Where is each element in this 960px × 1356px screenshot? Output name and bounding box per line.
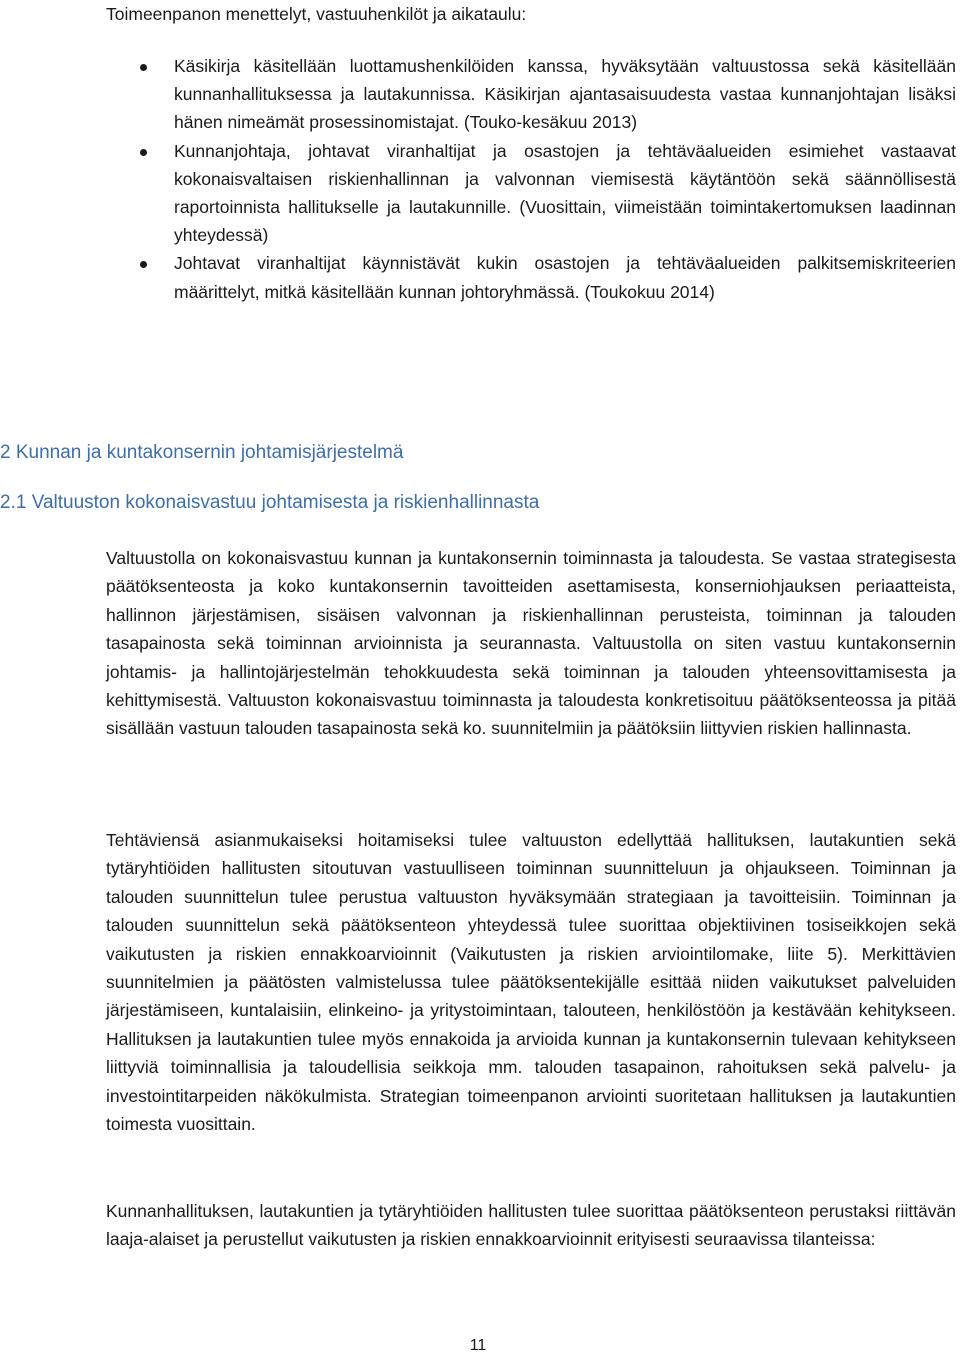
subsection-heading: 2.1 Valtuuston kokonaisvastuu johtamisesta ja riskienhallinnasta [0,492,540,513]
bullet-list [0,52,960,306]
section-heading: 2 Kunnan ja kuntakonsernin johtamisjärjestelmä [0,442,404,463]
bullet-text: Johtavat viranhaltijat käynnistävät kukin osastojen ja tehtäväalueiden palkitsemiskriteerien määrittelyt, mitkä käsitellään kunnan johtoryhmässä. (Toukokuu 2014) [174,253,956,302]
bullet-icon [140,261,147,268]
intro-line: Toimeenpanon menettelyt, vastuuhenkilöt ja aikataulu: [106,4,527,24]
bullet-text: Käsikirja käsitellään luottamushenkilöiden kanssa, hyväksytään valtuustossa sekä käsitellään kunnanhallituksessa ja lautakunnissa. Käsikirjan ajantasaisuudesta vastaa kunnanjohtajan lisäksi hänen nimeämät prosessinomistajat. (Touko-kesäkuu 2013) [174,56,956,133]
paragraph: Tehtäviensä asianmukaiseksi hoitamiseksi tulee valtuuston edellyttää hallituksen, lautakuntien sekä tytäryhtiöiden hallitusten sitoutuvan vastuulliseen toiminnan suunnitteluun ja ohjaukseen. Toiminnan ja talouden suunnittelun tulee perustua valtuuston hyväksymään strategiaan ja tavoitteisiin. Toiminnan ja talouden suunnittelun sekä päätöksenteon yhteydessä tulee suorittaa objektiivinen tosiseikkojen sekä vaikutusten ja riskien ennakkoarvioinnit (Vaikutusten ja riskien arviointilomake, liite 5). Merkittävien suunnitelmien ja päätösten valmistelussa tulee päätöksentekijälle esittää niiden vaikutukset palveluiden järjestämiseen, kuntalaisiin, elinkeino- ja yritystoimintaan, talouteen, henkilöstöön ja kestävään kehitykseen. Hallituksen ja lautakuntien tulee myös ennakoida ja arvioida kunnan ja kuntakonsernin tulevaan kehitykseen liittyviä toiminnallisia ja taloudellisia seikkoja mm. talouden tasapainon, rahoituksen sekä palvelu- ja investointitarpeiden näkökulmista. Strategian toimeenpanon arviointi suoritetaan hallituksen ja lautakuntien toimesta vuosittain. [106,830,956,1135]
bullet-item [174,249,956,305]
bullet-item [174,52,956,137]
page-number-text: 11 [469,1337,487,1354]
bullet-icon [140,64,147,71]
page-number [0,1337,960,1355]
bullet-icon [140,149,147,156]
paragraph: Valtuustolla on kokonaisvastuu kunnan ja kuntakonsernin toiminnasta ja taloudesta. Se vastaa strategisesta päätöksenteosta ja koko kuntakonsernin tavoitteiden asettamisesta, konserniohjauksen periaatteista, hallinnon järjestämisen, sisäisen valvonnan ja riskienhallinnan perusteista, toiminnan ja talouden tasapainosta sekä toiminnan arvioinnista ja seurannasta. Valtuustolla on siten vastuu kuntakonsernin johtamis- ja hallintojärjestelmän tehokkuudesta sekä toiminnan ja talouden yhteensovittamisesta ja kehittymisestä. Valtuuston kokonaisvastuu toiminnasta ja taloudesta konkretisoituu päätöksenteossa ja pitää sisällään vastuun talouden tasapainosta sekä ko. suunnitelmiin ja päätöksiin liittyvien riskien hallinnasta. [106,548,956,739]
bullet-item [174,137,956,250]
bullet-text: Kunnanjohtaja, johtavat viranhaltijat ja osastojen ja tehtäväalueiden esimiehet vastaavat kokonaisvaltaisen riskienhallinnan ja valvonnan viemisestä käytäntöön sekä säännöllisestä raportoinnista hallitukselle ja lautakunnille. (Vuosittain, viimeistään toimintakertomuksen laadinnan yhteydessä) [174,140,956,246]
paragraph: Kunnanhallituksen, lautakuntien ja tytäryhtiöiden hallitusten tulee suorittaa päätöksenteon perustaksi riittävän laaja-alaiset ja perustellut vaikutusten ja riskien ennakkoarvioinnit erityisesti seuraavissa tilanteissa: [106,1201,956,1250]
